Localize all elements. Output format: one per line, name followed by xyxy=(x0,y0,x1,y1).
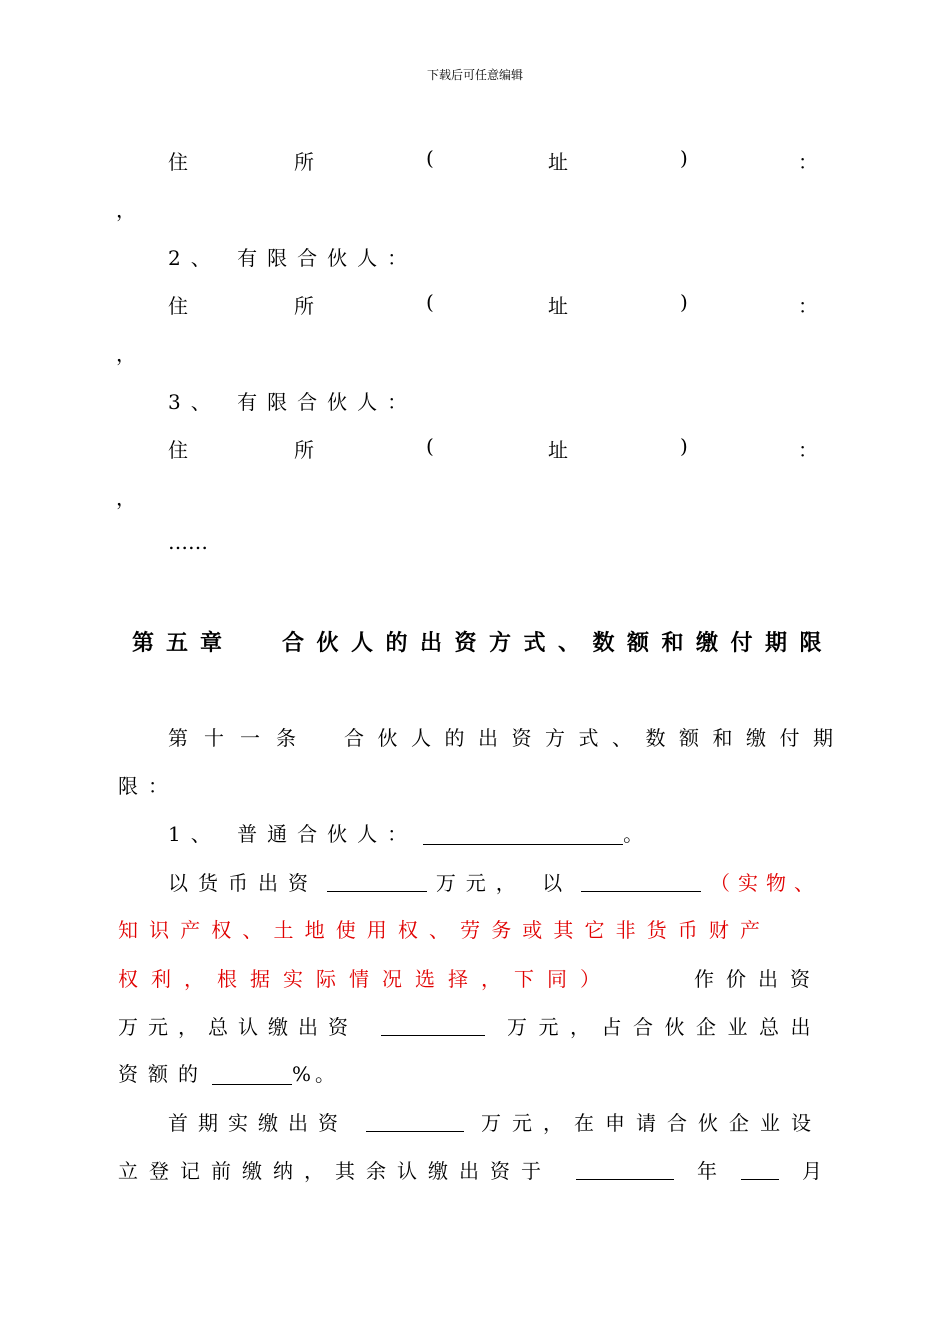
chapter-title: 合伙人的出资方式、数额和缴付期限 xyxy=(282,631,835,656)
comma: ， xyxy=(116,486,136,510)
address-char: ( xyxy=(426,434,434,458)
address-char: ： xyxy=(798,294,818,318)
address-char: ) xyxy=(680,434,688,458)
blank-field xyxy=(423,824,623,845)
blank-field xyxy=(327,871,427,892)
text: 以货币出资 xyxy=(168,870,318,895)
clause2-line-2 xyxy=(118,1154,822,1184)
text: 万元，占合伙企业总出 xyxy=(507,1014,822,1039)
blank-field xyxy=(212,1064,292,1085)
address-char: 所 xyxy=(294,150,314,174)
blank-field xyxy=(741,1159,779,1180)
general-partner-label: 1、 普通合伙人： xyxy=(168,822,418,846)
blank-field xyxy=(366,1111,464,1132)
article-title: 合伙人的出资方式、数额和缴付期 xyxy=(344,726,847,750)
address-char: 址 xyxy=(548,294,568,318)
blank-field xyxy=(381,1015,485,1036)
address-char: ) xyxy=(680,290,688,314)
partner-2-label: 2、 有限合伙人： xyxy=(168,246,418,270)
address-char: 址 xyxy=(548,438,568,462)
article-line-2: 限： xyxy=(118,774,178,798)
chapter-heading xyxy=(132,626,834,657)
address-row-1 xyxy=(118,146,822,176)
text: 资额的 xyxy=(118,1062,208,1086)
text: 万元，在申请合伙企业设 xyxy=(481,1110,822,1135)
blank-field xyxy=(576,1159,674,1180)
ellipsis: …… xyxy=(168,530,208,554)
text: 立登记前缴纳，其余认缴出资于 xyxy=(118,1158,552,1183)
page-header: 下载后可任意编辑 xyxy=(426,68,523,82)
comma: ， xyxy=(116,342,136,366)
address-char: 址 xyxy=(548,150,568,174)
article-number: 第十一条 xyxy=(168,726,312,750)
text: 首期实缴出资 xyxy=(168,1110,348,1135)
partner-3-label: 3、 有限合伙人： xyxy=(168,390,418,414)
clause1-line-5 xyxy=(118,1058,339,1087)
clause2-line-1 xyxy=(118,1106,822,1136)
red-note: （实物、 xyxy=(709,870,822,895)
address-char: 所 xyxy=(294,294,314,318)
blank-field xyxy=(581,871,701,892)
address-char: 住 xyxy=(168,438,188,462)
red-note: 权利，根据实际情况选择，下同） xyxy=(118,966,613,991)
address-row-2 xyxy=(118,290,822,320)
period: 。 xyxy=(623,822,644,846)
general-partner-line xyxy=(168,818,643,847)
clause1-line-4 xyxy=(118,1010,822,1040)
address-row-3 xyxy=(118,434,822,464)
text: 万元，总认缴出资 xyxy=(118,1014,358,1039)
address-char: 住 xyxy=(168,150,188,174)
address-char: ( xyxy=(426,146,434,170)
clause1-line-1 xyxy=(118,866,822,896)
comma: ， xyxy=(116,198,136,222)
article-line-1 xyxy=(168,722,847,751)
text: %。 xyxy=(292,1062,340,1086)
text: 作价出资 xyxy=(694,966,822,991)
address-char: 住 xyxy=(168,294,188,318)
address-char: ( xyxy=(426,290,434,314)
clause1-line-2: 知识产权、土地使用权、劳务或其它非货币财产 xyxy=(118,918,772,942)
address-char: ： xyxy=(798,438,818,462)
chapter-number: 第五章 xyxy=(132,631,235,656)
address-char: ： xyxy=(798,150,818,174)
text: 年 xyxy=(697,1158,717,1183)
text: 万元， 以 xyxy=(435,870,573,895)
text: 月 xyxy=(802,1158,822,1183)
clause1-line-3 xyxy=(118,962,822,992)
address-char: ) xyxy=(680,146,688,170)
address-char: 所 xyxy=(294,438,314,462)
